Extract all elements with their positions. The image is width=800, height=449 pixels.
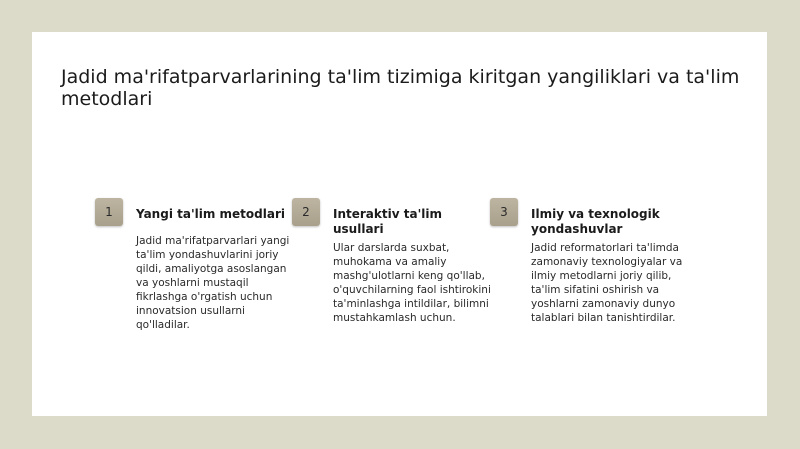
feature-heading-2: Interaktiv ta'lim usullari (333, 207, 442, 236)
feature-3 (490, 198, 691, 325)
feature-text-3 (531, 198, 691, 325)
feature-body-3: Jadid reformatorlari ta'limda zamonaviy texnologiyalar va ilmiy metodlarni joriy qilib, ta'lim sifatini oshirish va yoshlarni zamonaviy dunyo talablari bilan tanishtirdilar. (531, 242, 683, 324)
feature-heading-3: Ilmiy va texnologik yondashuvlar (531, 207, 660, 236)
feature-2 (292, 198, 493, 325)
slide-title: Jadid ma'rifatparvarlarining ta'lim tizimiga kiritgan yangiliklari va ta'lim metodlari (61, 66, 740, 110)
feature-1 (95, 198, 296, 332)
feature-body-1: Jadid ma'rifatparvarlari yangi ta'lim yondashuvlarini joriy qildi, amaliyotga asoslangan va yoshlarni mustaqil fikrlashga o'rgatish uchun innovatsion usullarni qo'lladilar. (136, 235, 290, 331)
feature-text-1 (136, 198, 296, 332)
feature-text-2 (333, 198, 493, 325)
number-badge-1: 1 (95, 198, 123, 226)
number-badge-2: 2 (292, 198, 320, 226)
feature-heading-1: Yangi ta'lim metodlari (136, 207, 285, 221)
feature-body-2: Ular darslarda suxbat, muhokama va amaliy mashg'ulotlarni keng qo'llab, o'quvchilarning faol ishtirokini ta'minlashga intildilar, bilimni mustahkamlash uchun. (333, 242, 491, 324)
slide (32, 32, 767, 416)
number-badge-3: 3 (490, 198, 518, 226)
